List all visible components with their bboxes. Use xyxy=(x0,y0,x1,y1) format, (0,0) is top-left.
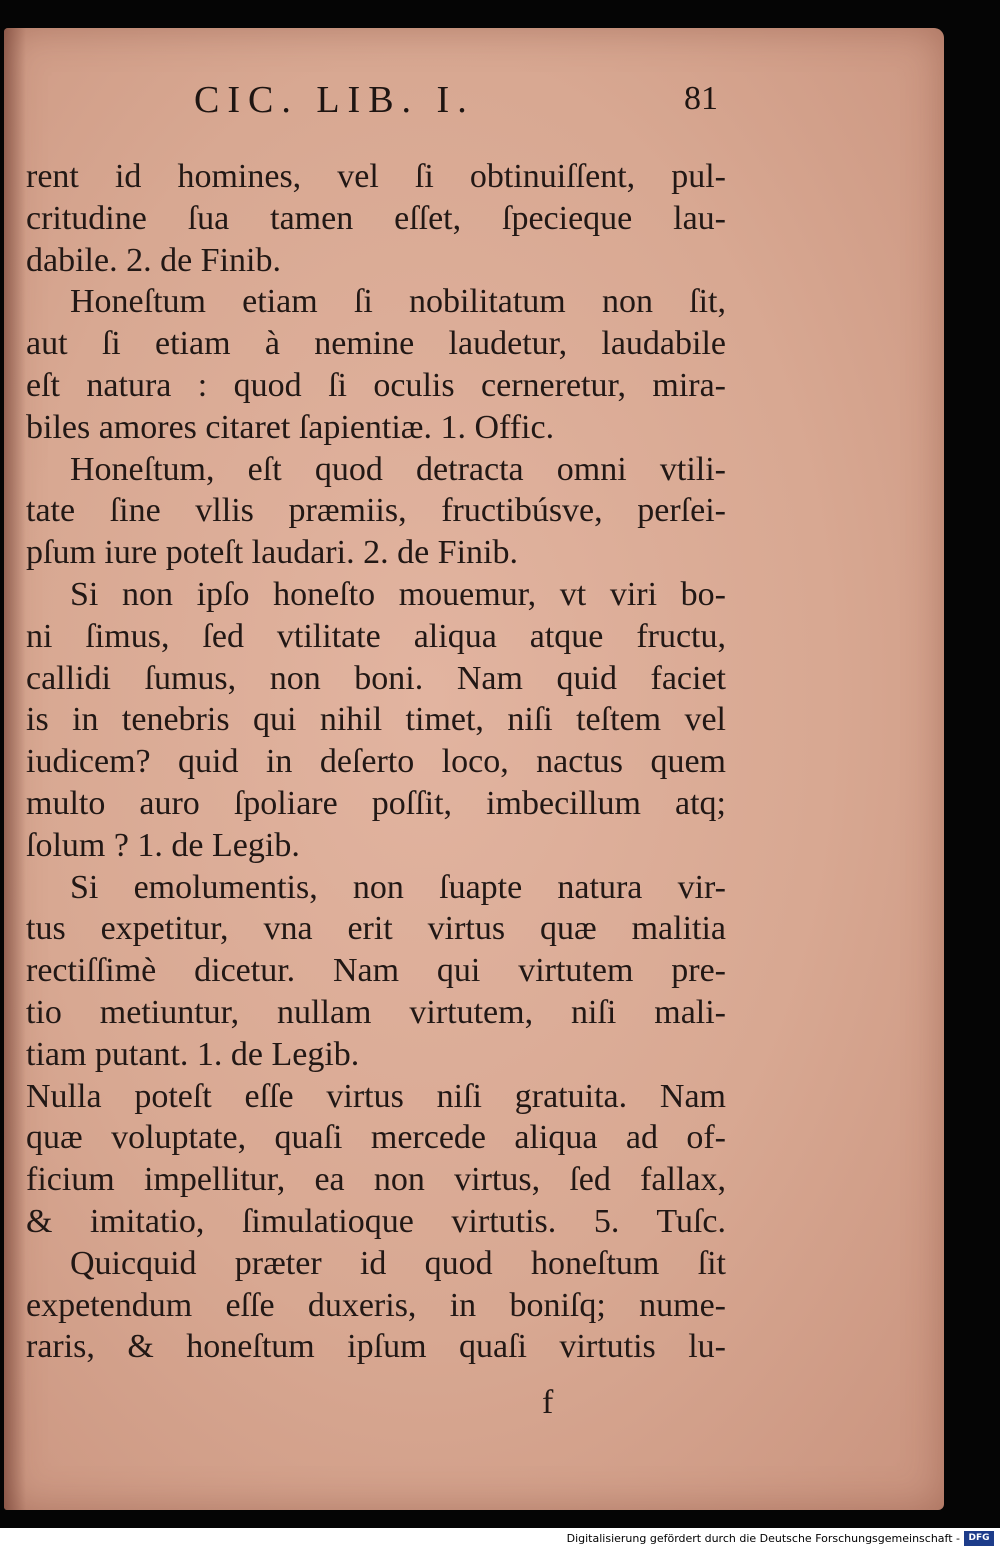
page-gutter-shadow xyxy=(4,28,26,1510)
dfg-logo-icon: DFG xyxy=(964,1531,994,1546)
catchword: f xyxy=(542,1384,554,1421)
funding-credit: Digitalisierung gefördert durch die Deutsche Forschungsgemeinschaft - xyxy=(566,1532,960,1545)
text-line: rectiſſimè dicetur. Nam qui virtutem pre- xyxy=(26,952,726,990)
text-line: multo auro ſpoliare poſſit, imbecillum atq; xyxy=(26,784,726,822)
text-line: & imitatio, ſimulatioque virtutis. 5. Tuſc. xyxy=(26,1202,726,1240)
book-page xyxy=(4,28,944,1510)
paragraph-start-line: Honeſtum, eſt quod detracta omni vtili- xyxy=(70,450,726,488)
paragraph-start-line: Quicquid præter id quod honeſtum ſit xyxy=(70,1244,726,1282)
text-line: tate ſine vllis præmiis, fructibúsve, perſei- xyxy=(26,492,726,530)
text-line: rent id homines, vel ſi obtinuiſſent, pul- xyxy=(26,158,726,195)
page-number: 81 xyxy=(684,80,718,117)
paragraph-start-line: Honeſtum etiam ſi nobilitatum non ſit, xyxy=(70,283,726,321)
text-line: tio metiuntur, nullam virtutem, niſi mali- xyxy=(26,993,726,1031)
text-line: critudine ſua tamen eſſet, ſpecieque lau- xyxy=(26,199,726,237)
text-line: raris, & honeſtum ipſum quaſi virtutis lu- xyxy=(26,1328,726,1366)
text-line: ſolum ? 1. de Legib. xyxy=(26,826,300,864)
text-line: ficium impellitur, ea non virtus, ſed fallax, xyxy=(26,1161,726,1199)
text-line: tus expetitur, vna erit virtus quæ malitia xyxy=(26,910,726,948)
text-line: dabile. 2. de Finib. xyxy=(26,241,281,279)
text-line: biles amores citaret ſapientiæ. 1. Offic. xyxy=(26,408,555,446)
paragraph-start-line: Si emolumentis, non ſuapte natura vir- xyxy=(70,868,726,906)
running-head xyxy=(4,78,944,128)
digitization-footer xyxy=(0,1528,1000,1550)
text-line: iudicem? quid in deſerto loco, nactus quem xyxy=(26,743,726,781)
body-text xyxy=(26,156,726,1368)
running-title: CIC. LIB. I. xyxy=(194,79,475,121)
text-line: quæ voluptate, quaſi mercede aliqua ad of- xyxy=(26,1119,726,1157)
paragraph-start-line: Nulla poteſt eſſe virtus niſi gratuita. Nam xyxy=(26,1077,726,1115)
text-line: tiam putant. 1. de Legib. xyxy=(26,1035,360,1073)
text-line: eſt natura : quod ſi oculis cerneretur, mira- xyxy=(26,366,726,404)
text-line: expetendum eſſe duxeris, in boniſq; nume- xyxy=(26,1286,726,1324)
text-line: callidi ſumus, non boni. Nam quid faciet xyxy=(26,659,726,697)
text-line: pſum iure poteſt laudari. 2. de Finib. xyxy=(26,534,518,572)
paragraph-start-line: Si non ipſo honeſto mouemur, vt viri bo- xyxy=(70,575,726,613)
text-line: aut ſi etiam à nemine laudetur, laudabile xyxy=(26,325,726,363)
text-line: is in tenebris qui nihil timet, niſi teſtem vel xyxy=(26,701,726,739)
text-line: ni ſimus, ſed vtilitate aliqua atque fructu, xyxy=(26,617,726,655)
